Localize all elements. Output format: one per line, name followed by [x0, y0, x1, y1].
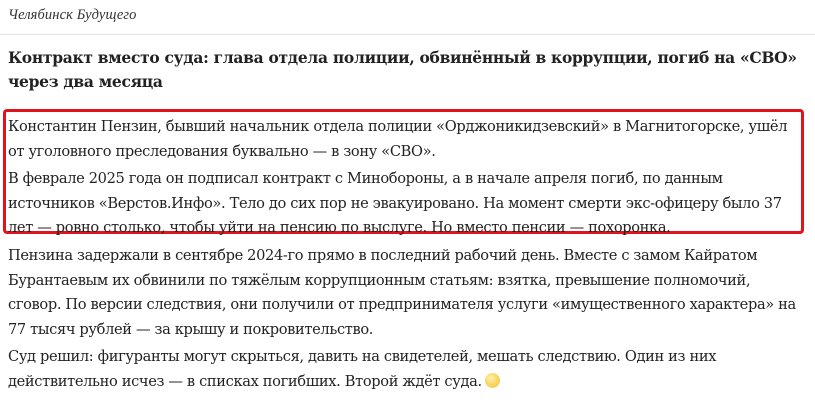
paragraph-3: Пензина задержали в сентябре 2024-го прямо в последний рабочий день. Вместе с замом Кайратом Бурантаевым их обвинили по тяжёлым коррупционным статьям: взятка, превышение полномочий, сговор. По версии следствия, они получили от предпринимателя услуги «имущественного характера» на 77 тысяч рублей — за крышу и покровительство. — [8, 247, 796, 338]
paragraph-2: В феврале 2025 года он подписал контракт с Минобороны, а в начале апреля погиб, по данным источников «Верстов.Инфо». Тело до сих пор не эвакуировано. На момент смерти экс-офицеру было 37 лет — ровно столько, чтобы уйти на пенсию по выслуге. Но вместо пенсии — похоронка. — [8, 170, 782, 236]
paragraph-4 — [8, 345, 803, 394]
paragraph-4-text: Суд решил: фигуранты могут скрыться, давить на свидетелей, мешать следствию. Один из них действительно исчез — в списках погибших. Второй ждёт суда. — [8, 348, 717, 390]
header-divider — [0, 34, 815, 35]
post-headline: Контракт вместо суда: глава отдела полиции, обвинённый в коррупции, погиб на «СВО» через два месяца — [8, 48, 797, 91]
yellow-circle-emoji-icon — [485, 373, 500, 388]
channel-name[interactable]: Челябинск Будущего — [8, 7, 137, 23]
paragraph-1: Константин Пензин, бывший начальник отдела полиции «Орджоникидзевский» в Магнитогорске, ушёл от уголовного преследования буквально — в зону «СВО». — [8, 118, 788, 160]
